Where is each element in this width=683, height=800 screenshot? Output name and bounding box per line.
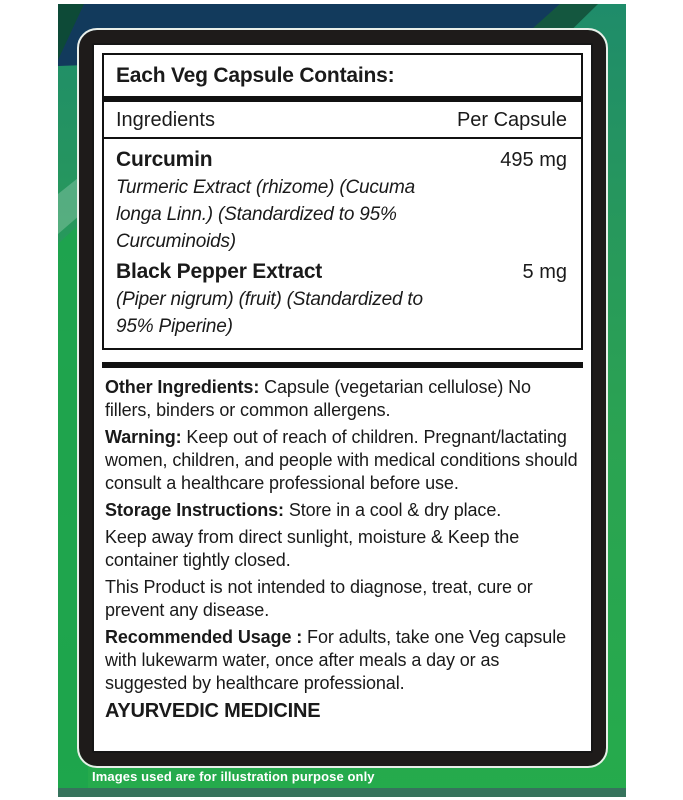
paragraph-text: For adults, take one Veg capsule with lukewarm water, once after meals a day or as suggested by healthcare professional. (105, 627, 567, 693)
supplement-facts-box (102, 53, 583, 350)
paragraph-lead: Other Ingredients: (105, 377, 260, 397)
divider-thick-bottom (102, 362, 583, 368)
ingredient-amount: 5 mg (522, 261, 567, 283)
paragraph-keep-away (105, 526, 582, 572)
ingredient-description (116, 286, 567, 340)
description-line: Turmeric Extract (rhizome) (Cucuma (116, 177, 415, 198)
paragraph-text: Keep out of reach of children. Pregnant/lactating women, children, and people with medical conditions should consult a healthcare professional before use. (105, 427, 578, 493)
ingredient-name: Black Pepper Extract (116, 260, 323, 283)
paragraph-lead: Warning: (105, 427, 182, 447)
paragraph-disclaimer (105, 576, 582, 622)
information-paragraphs (102, 376, 583, 723)
ingredient-list (104, 139, 581, 348)
ingredient-row (116, 258, 567, 340)
table-header-row (104, 102, 581, 139)
ingredient-name-amount (116, 146, 567, 174)
ayurvedic-medicine-text: AYURVEDIC MEDICINE (105, 700, 321, 722)
panel-inner (92, 43, 593, 753)
ingredient-name: Curcumin (116, 148, 213, 171)
paragraph-text: Keep away from direct sunlight, moisture & Keep the container tightly closed. (105, 527, 520, 570)
image-disclaimer-text: Images used are for illustration purpose only (92, 769, 375, 784)
paragraph-recommended-usage (105, 626, 582, 695)
paragraph-text: This Product is not intended to diagnose, treat, cure or prevent any disease. (105, 577, 533, 620)
product-label (58, 4, 626, 797)
ingredient-amount: 495 mg (500, 149, 567, 171)
description-line: Curcuminoids) (116, 231, 236, 252)
bottom-strip (58, 788, 626, 797)
panel-heading: Each Veg Capsule Contains: (116, 64, 395, 87)
description-line: longa Linn.) (Standardized to 95% (116, 204, 397, 225)
paragraph-storage (105, 499, 582, 522)
paragraph-warning (105, 426, 582, 495)
ingredient-name-amount (116, 258, 567, 286)
paragraph-lead: Recommended Usage : (105, 627, 303, 647)
paragraph-text: Capsule (vegetarian cellulose) No fillers, binders or common allergens. (105, 377, 531, 420)
col-ingredients: Ingredients (116, 109, 215, 131)
panel-frame (79, 30, 606, 766)
paragraph-other-ingredients (105, 376, 582, 422)
paragraph-lead: Storage Instructions: (105, 500, 284, 520)
ingredient-row (116, 146, 567, 255)
description-line: 95% Piperine) (116, 316, 233, 337)
ingredient-description (116, 174, 567, 255)
col-per-capsule: Per Capsule (456, 109, 567, 131)
description-line: (Piper nigrum) (fruit) (Standardized to (116, 289, 423, 310)
paragraph-text: Store in a cool & dry place. (283, 500, 502, 520)
